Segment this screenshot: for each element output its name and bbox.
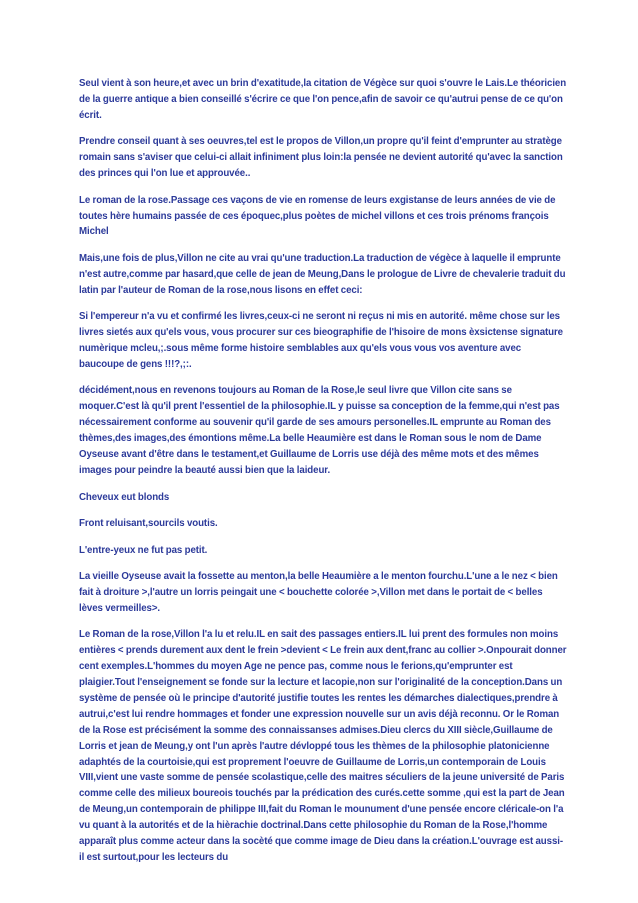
paragraph-6: décidément,nous en revenons toujours au Roman de la Rose,le seul livre que Villon cite sans se moquer.C'est là qu'il prent l'essentiel de la philosophie.IL y puisse sa conception de la femme,qui n'est pas nécessairement conforme au souvenir qu'il garde de ses amours personelles.IL emprunte au Roman des thèmes,des images,des émontions même.La belle Heaumière est dans le Roman sous le nom de Dame Oyseuse avant d'être dans le testament,et Guillaume de Lorris use déjà des même mots et des mêmes images pour peindre la beauté aussi bien que la laideur. [79, 385, 560, 476]
paragraph-1: Seul vient à son heure,et avec un brin d'exatitude,la citation de Végèce sur quoi s'ouvre le Lais.Le théoricien de la guerre antique a bien conseillé s'écrire ce que l'on pence,afin de savoir ce qu'autrui pense de ce qu'on écrit. [79, 78, 567, 121]
paragraph-4: Mais,une fois de plus,Villon ne cite au vrai qu'une traduction.La traduction de végèce à laquelle il emprunte n'est autre,comme par hasard,que celle de jean de Meung,Dans le prologue de Livre de chevalerie traduit du latin par l'auteur de Roman de la rose,nous lisons en effet ceci: [79, 252, 566, 296]
verse-line-3: L'entre-yeux ne fut pas petit. [79, 544, 208, 556]
paragraph-5: Si l'empereur n'a vu et confirmé les livres,ceux-ci ne seront ni reçus ni mis en autorité. même chose sur les livres sietés aux qu'els vous, vous procurer sur ces bieographifie de l'hisoire de mons èxsictense signature numèrique mcleu,;.sous même forme histoire semblables aux qu'els vous vous vos aventure avec baucoupe de gens !!!?,;:. [79, 311, 563, 370]
paragraph-8: Le Roman de la rose,Villon l'a lu et relu.IL en sait des passages entiers.IL lui prent des formules non moins entières < prends durement aux dent le frein >devient < Le frein aux dent,franc au collier >.Onpourait donner cent exemples.L'hommes du moyen Age ne pence pas, comme nous le ferions,qu'emprunter est plaigier.Tout l'enseignement se fonde sur la lecture et lacopie,non sur l'originalité de la conception.Dans un système de pensée où le principe d'autorité justifie toutes les rentes les démarches dialectiques,prendre à autrui,c'est lui rendre hommages et fonder une expression nouvelle sur un avis déjà reconnu. Or le Roman de la Rose est précisément la somme des connaissanses admises.Dieu clercs du XIII siècle,Guillaume de Lorris et jean de Meung,y ont l'un après l'autre dévloppé tous les thèmes de la philosophie platonicienne adaphtés de la courtoisie,qui est proprement l'oeuvre de Guillaume de Lorris,un contemporain de Louis VIII,vient une vaste somme de pensée scolastique,celle des maitres séculiers de la jeune université de Paris comme celle des milieux boureois touchés par la prédication des curés.cette somme ,qui est la part de Jean de Meung,un contemporain de philippe III,fait du Roman le mounument d'une pensée encore cléricale-on l'a vu quant à la autorités et de la hièrachie doctrinal.Dans cette philosophie du Roman de la Rose,l'homme apparaît plus comme acteur dans la socèté que comme image de Dieu dans la création.L'ouvrage est aussi-il est surtout,pour les lecteurs du [79, 629, 567, 863]
paragraph-3: Le roman de la rose.Passage ces vaçons de vie en romense de leurs exgistanse de leurs années de vie de toutes hère humains passée de ces époquec,plus poètes de michel villons et ces trois prénoms françois Michel [79, 194, 556, 238]
verse-line-2: Front reluisant,sourcils voutis. [79, 518, 218, 529]
paragraph-2: Prendre conseil quant à ses oeuvres,tel est le propos de Villon,un propre qu'il feint d'emprunter au stratège romain sans s'aviser que celui-ci allait infiniment plus loin:la pensée ne devient autorité qu'avec la sanction des princes qui l'on lue et approuvée.. [79, 136, 563, 180]
paragraph-7: La vieille Oyseuse avait la fossette au menton,la belle Heaumière a le menton fourchu.L'une a le nez < bien fait à droiture >,l'autre un lorris peingait une < bouchette colorée >,Villon met dans le portait de < belles lèves vermeilles>. [79, 571, 558, 614]
verse-line-1: Cheveux eut blonds [79, 491, 170, 503]
